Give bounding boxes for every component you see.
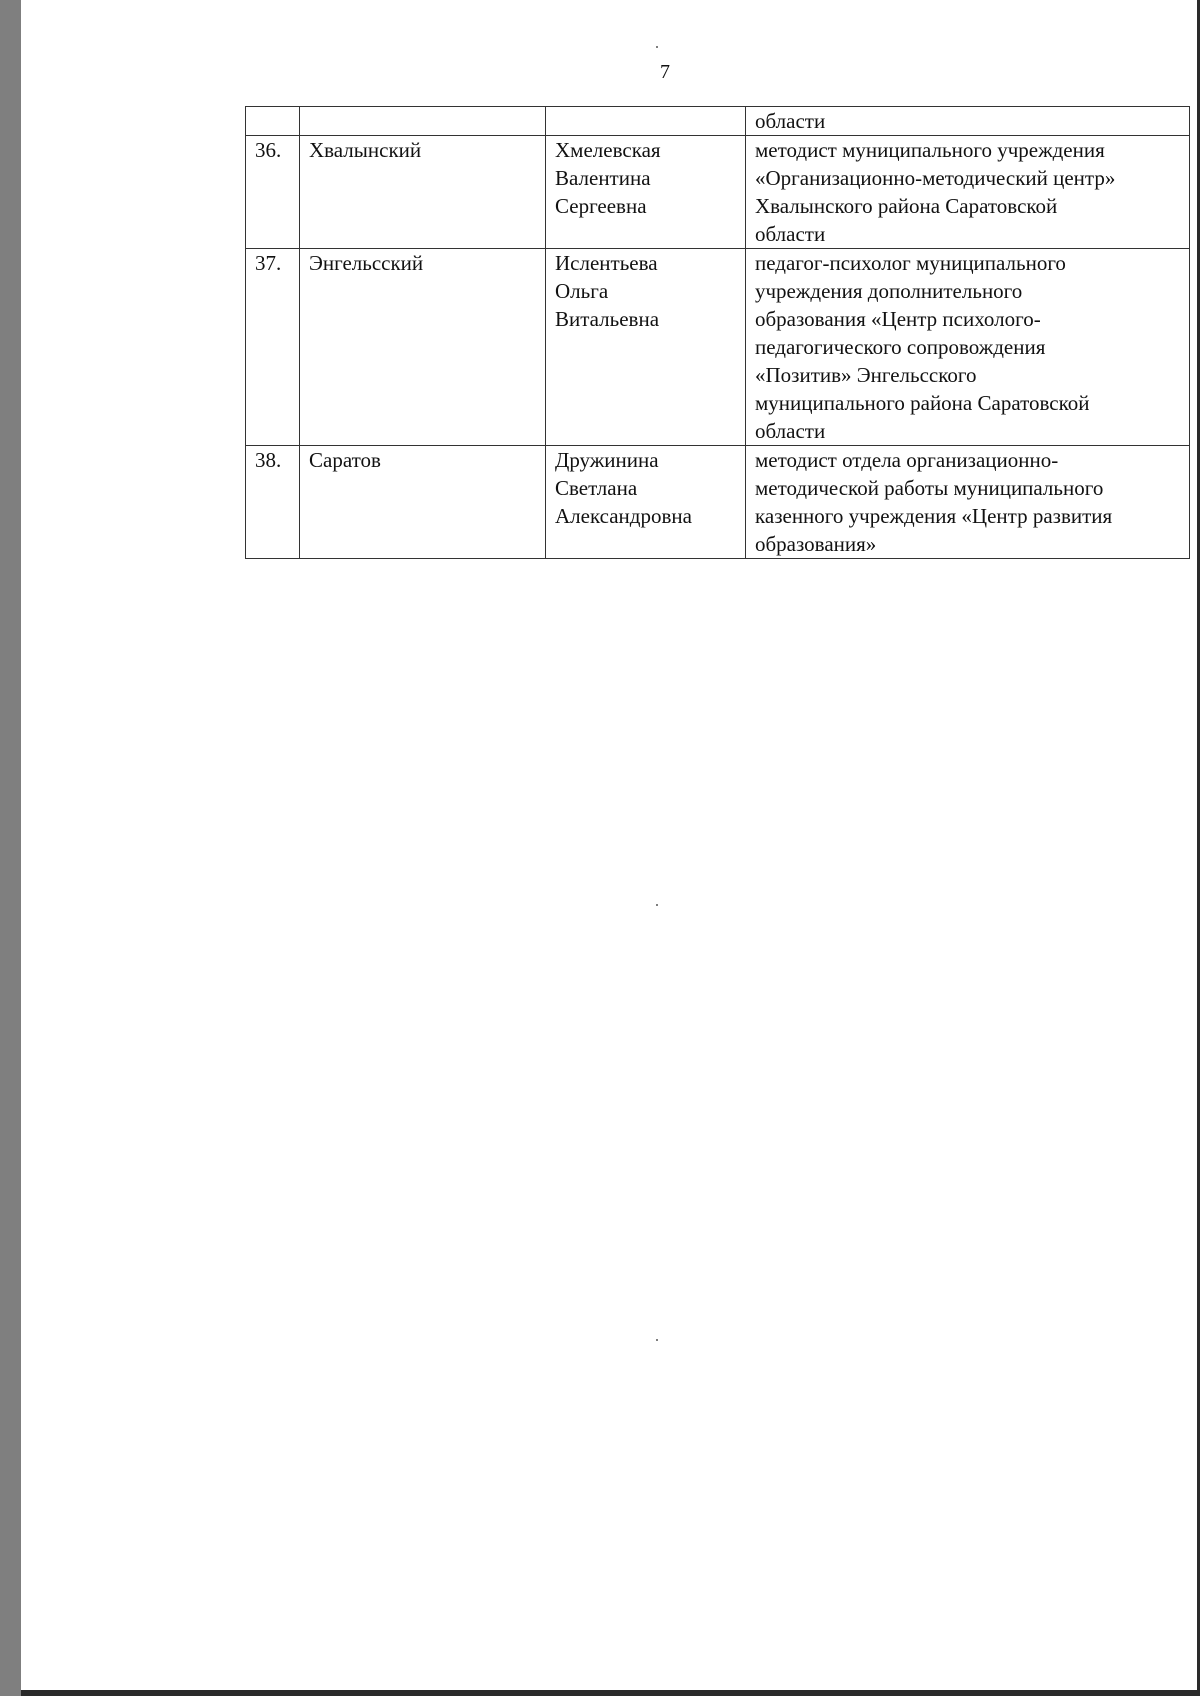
scan-left-margin [0,0,21,1696]
position-cell: методист муниципального учреждения «Организационно-методический центр» Хвалынского района Саратовской области [746,136,1190,249]
row-number-cell: 36. [246,136,300,249]
position-cell: методист отдела организационно- методической работы муниципального казенного учреждения «Центр развития образования» [746,446,1190,559]
participants-table [245,106,1190,559]
district-cell [300,107,546,136]
scan-speck [656,904,658,906]
position-cell: педагог-психолог муниципального учреждения дополнительного образования «Центр психолого- педагогического сопровождения «Позитив» Энгельсского муниципального района Саратовской области [746,249,1190,446]
full-name-cell: Ислентьева Ольга Витальевна [546,249,746,446]
table-row [246,136,1190,249]
row-number-cell: 38. [246,446,300,559]
district-cell: Хвалынский [300,136,546,249]
table-row [246,446,1190,559]
scan-speck [656,46,658,48]
row-number-cell [246,107,300,136]
row-number-cell: 37. [246,249,300,446]
full-name-cell [546,107,746,136]
scan-bottom-border [21,1690,1200,1696]
table-row [246,107,1190,136]
table-row [246,249,1190,446]
full-name-cell: Хмелевская Валентина Сергеевна [546,136,746,249]
district-cell: Саратов [300,446,546,559]
position-cell: области [746,107,1190,136]
scan-speck [656,1339,658,1341]
full-name-cell: Дружинина Светлана Александровна [546,446,746,559]
district-cell: Энгельсский [300,249,546,446]
page-number: 7 [660,61,670,83]
